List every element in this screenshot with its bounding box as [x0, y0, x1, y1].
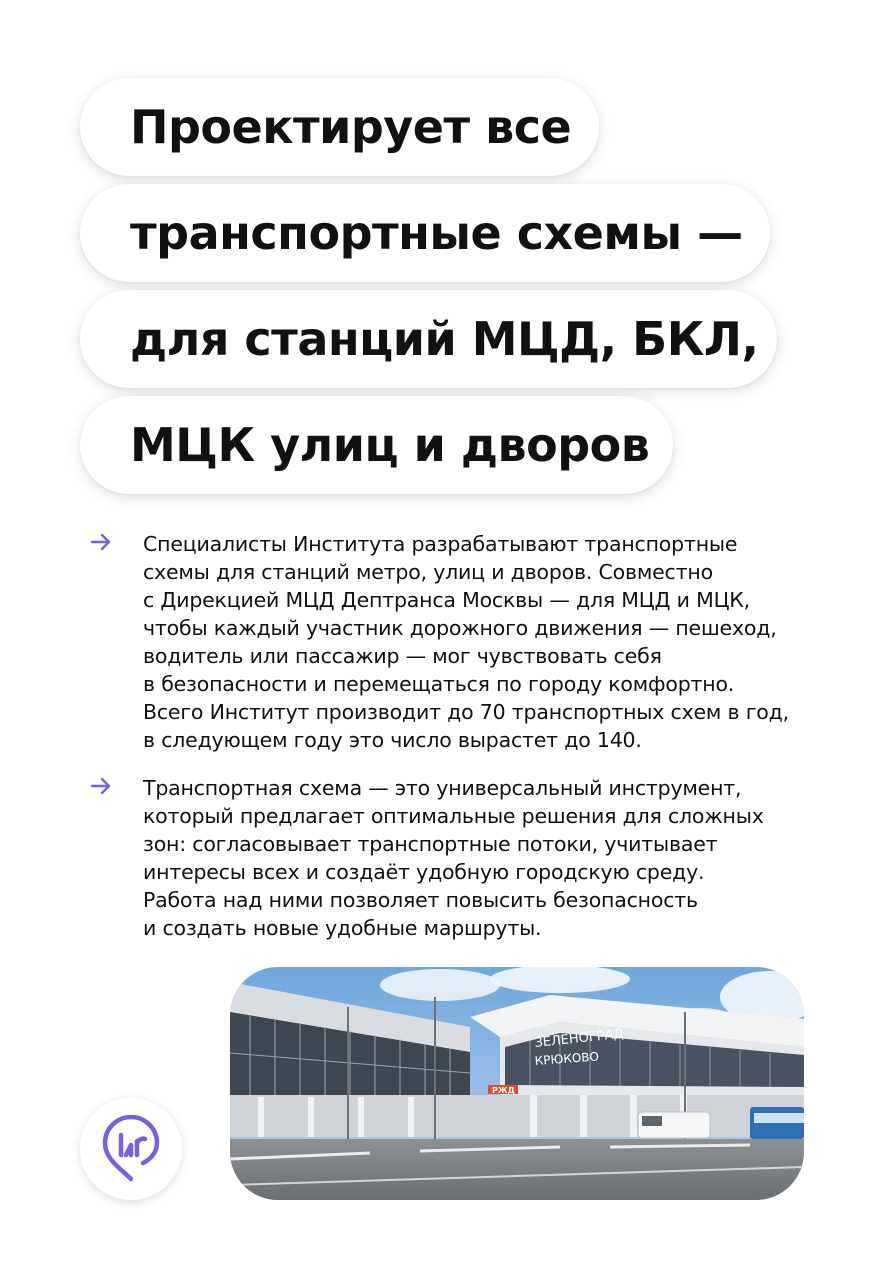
bullet-list	[88, 530, 828, 962]
headline-line-4: МЦК улиц и дворов	[80, 396, 673, 494]
shop-sign: РЖД	[492, 1086, 515, 1095]
institute-logo	[80, 1098, 182, 1200]
station-sign-1: ЗЕЛЕНОГРАД	[533, 1026, 625, 1051]
bullet-text: Специалисты Института разрабатывают транспортные схемы для станций метро, улиц и дворов. Совместно с Дирекцией МЦД Дептранса Москвы — для МЦД и МЦК, чтобы каждый участник дорожного движения — пешеход, водитель или пассажир — мог чувствовать себя в безопасности и перемещаться по городу комфортно. Всего Институт производит до 70 транспортных схем в год, в следующем году это число вырастет до 140.	[143, 532, 789, 752]
arrow-right-icon	[90, 533, 112, 551]
station-illustration	[230, 967, 804, 1200]
arrow-right-icon	[90, 777, 112, 795]
institute-logo-icon	[99, 1115, 163, 1183]
station-photo	[230, 967, 804, 1200]
bullet-item	[88, 774, 828, 942]
bullet-text: Транспортная схема — это универсальный инструмент, который предлагает оптимальные решения для сложных зон: согласовывает транспортные потоки, учитывает интересы всех и создаёт удобную городскую среду. Работа над ними позволяет повысить безопасность и создать новые удобные маршруты.	[143, 776, 764, 940]
headline-line-1: Проектирует все	[80, 78, 599, 176]
headline-line-3: для станций МЦД, БКЛ,	[80, 290, 777, 388]
bullet-item	[88, 530, 828, 754]
station-sign-2: КРЮКОВО	[534, 1049, 600, 1068]
headline-line-2: транспортные схемы —	[80, 184, 770, 282]
